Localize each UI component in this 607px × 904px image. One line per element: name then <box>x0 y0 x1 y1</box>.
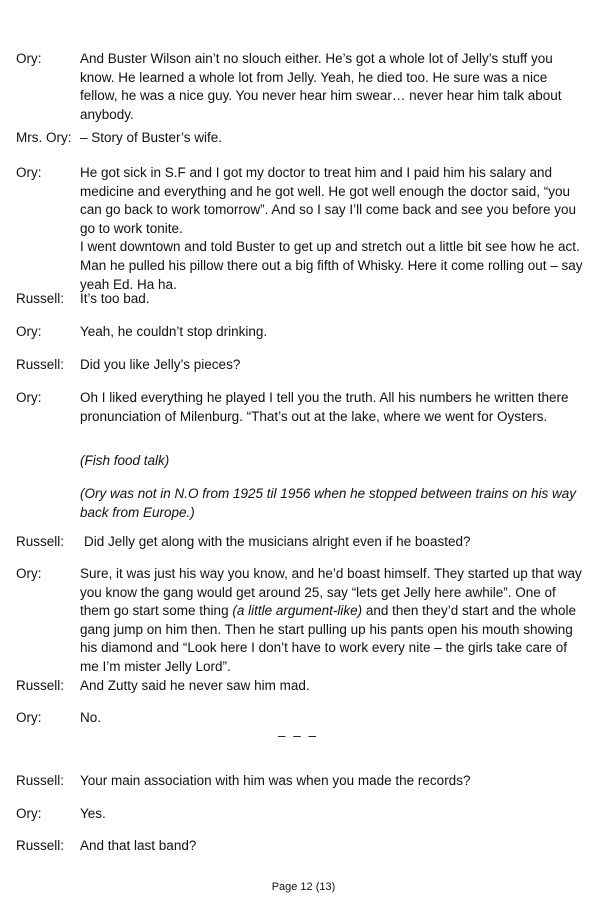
speaker-label: Ory: <box>16 390 42 405</box>
page-number: Page 12 (13) <box>271 881 336 893</box>
dialogue-text: And Zutty said he never saw him mad. <box>80 678 310 693</box>
dialogue-text: It’s too bad. <box>80 291 150 306</box>
speaker-label: Russell: <box>16 773 65 788</box>
dialogue-text: Your main association with him was when you made the records? <box>80 773 471 788</box>
speaker-label: Russell: <box>16 838 65 853</box>
speaker-label: Ory: <box>16 566 42 581</box>
speaker-label: Ory: <box>16 806 42 821</box>
speaker-label: Mrs. Ory: <box>16 130 72 145</box>
dialogue-text-part: I went downtown and told Buster to get up and stretch out a little bit see how he act. Man he pulled his pillow there out a big fifth of Whisky. Here it come rolling out – say yeah Ed. Ha ha. <box>80 239 583 292</box>
section-separator: – – – <box>278 728 319 743</box>
dialogue-text: Oh I liked everything he played I tell you the truth. All his numbers he written there pronunciation of Milenburg. “That’s out at the lake, where we went for Oysters. <box>80 390 569 424</box>
speaker-label: Ory: <box>16 324 42 339</box>
dialogue-text: Yes. <box>80 806 106 821</box>
speaker-label: Ory: <box>16 165 42 180</box>
speaker-label: Ory: <box>16 710 42 725</box>
dialogue-text <box>80 164 585 294</box>
dialogue-text-part: and then they’d start and the whole gang jump on him then. Then he start pulling up his pants open his mouth showing his diamond and “Look here I don’t have to work every nite – the girls take care of me I’m mister Jelly Lord”. <box>80 603 577 674</box>
dialogue-text <box>80 565 585 677</box>
speaker-label: Russell: <box>16 357 65 372</box>
speaker-label: Russell: <box>16 678 65 693</box>
dialogue-text: Yeah, he couldn’t stop drinking. <box>80 324 268 339</box>
speaker-label: Ory: <box>16 51 42 66</box>
speaker-label: Russell: <box>16 291 65 306</box>
speaker-label: Russell: <box>16 534 65 549</box>
dialogue-text: – Story of Buster’s wife. <box>80 130 223 145</box>
dialogue-text-part: Sure, it was just his way you know, and he’d boast himself. They started up that way you know the gang would get around 25, say “lets get Jelly here awhile”. One of them go start some thing <box>80 566 582 619</box>
dialogue-text: And Buster Wilson ain’t no slouch either. He’s got a whole lot of Jelly’s stuff you know. He learned a whole lot from Jelly. Yeah, he died too. He sure was a nice fellow, he was a nice guy. You never hear him swear… never hear him talk about anybody. <box>80 51 562 122</box>
dialogue-text: Did you like Jelly’s pieces? <box>80 357 241 372</box>
dialogue-text-part: He got sick in S.F and I got my doctor to treat him and I paid him his salary and medicine and everything and he got well. He got well enough the doctor said, “you can go back to work tomorrow”. And so I say I’ll come back and see you before you go to work tonite. <box>80 165 576 236</box>
dialogue-aside: (a little argument-like) <box>232 603 363 619</box>
dialogue-text: And that last band? <box>80 838 197 853</box>
dialogue-text: No. <box>80 710 102 725</box>
note-text: (Ory was not in N.O from 1925 til 1956 when he stopped between trains on his way back from Europe.) <box>80 486 577 520</box>
note-text: (Fish food talk) <box>80 453 170 468</box>
dialogue-text: Did Jelly get along with the musicians alright even if he boasted? <box>84 534 471 549</box>
